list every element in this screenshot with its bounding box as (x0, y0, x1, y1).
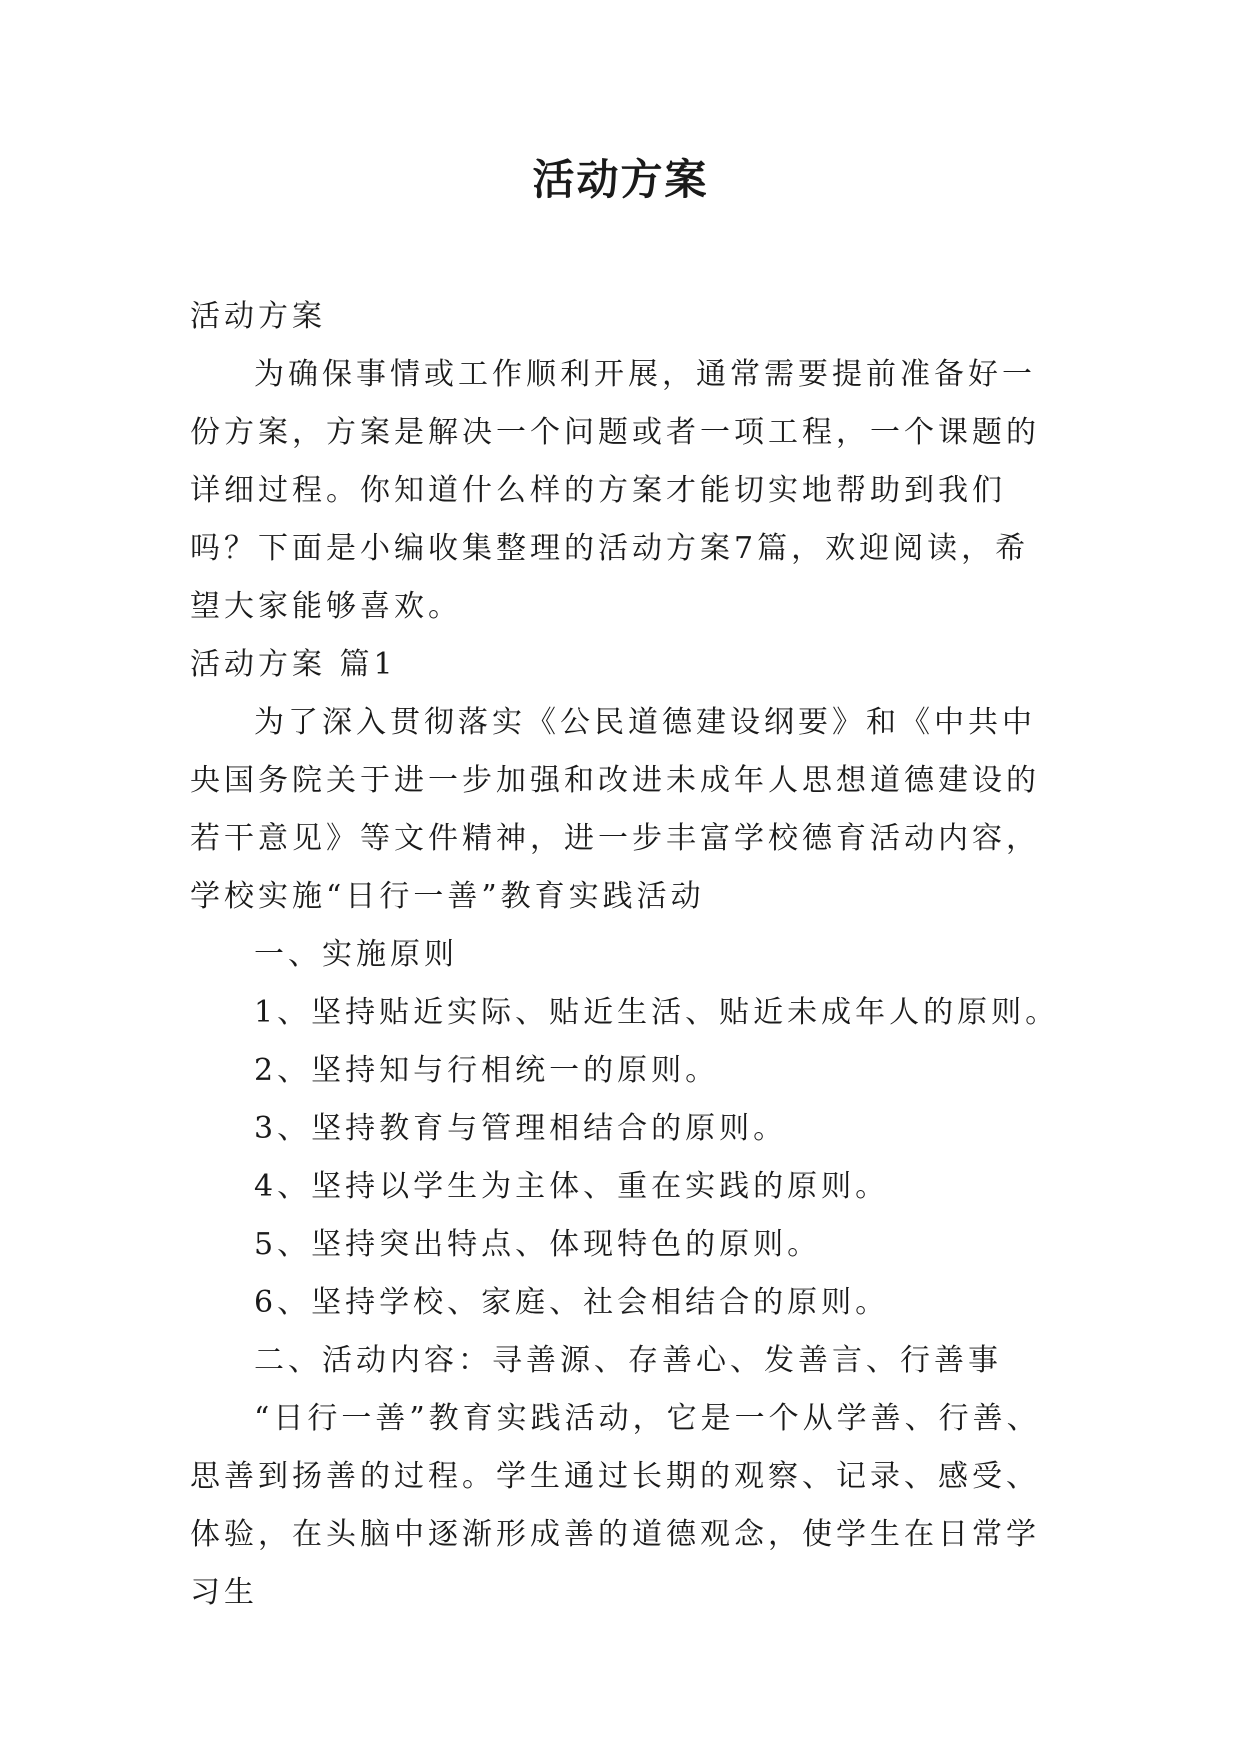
intro-paragraph: 为确保事情或工作顺利开展，通常需要提前准备好一份方案，方案是解决一个问题或者一项工程，一个课题的详细过程。你知道什么样的方案才能切实地帮助到我们吗？下面是小编收集整理的活动方案7篇，欢迎阅读，希望大家能够喜欢。 (190, 357, 1040, 624)
body-paragraph: 为了深入贯彻落实《公民道德建设纲要》和《中共中央国务院关于进一步加强和改进未成年人思想道德建设的若干意见》等文件精神，进一步丰富学校德育活动内容，学校实施“日行一善”教育实践活动 (190, 705, 1040, 914)
list-item: 5、坚持突出特点、体现特色的原则。 (254, 1227, 822, 1262)
list-item: 3、坚持教育与管理相结合的原则。 (254, 1111, 788, 1146)
body-paragraph: “日行一善”教育实践活动，它是一个从学善、行善、思善到扬善的过程。学生通过长期的观察、记录、感受、体验，在头脑中逐渐形成善的道德观念，使学生在日常学习生 (190, 1401, 1041, 1610)
section-heading: 活动方案 篇1 (190, 647, 397, 682)
subsection-heading: 一、实施原则 (254, 937, 458, 972)
list-item: 4、坚持以学生为主体、重在实践的原则。 (254, 1169, 890, 1204)
subsection-heading: 二、活动内容：寻善源、存善心、发善言、行善事 (254, 1343, 1002, 1378)
list-item: 6、坚持学校、家庭、社会相结合的原则。 (254, 1285, 890, 1320)
list-item: 2、坚持知与行相统一的原则。 (254, 1053, 720, 1088)
list-item: 1、坚持贴近实际、贴近生活、贴近未成年人的原则。 (254, 995, 1060, 1030)
document-title: 活动方案 (532, 155, 709, 204)
section-heading: 活动方案 (190, 299, 326, 334)
document-body (190, 288, 1060, 1622)
